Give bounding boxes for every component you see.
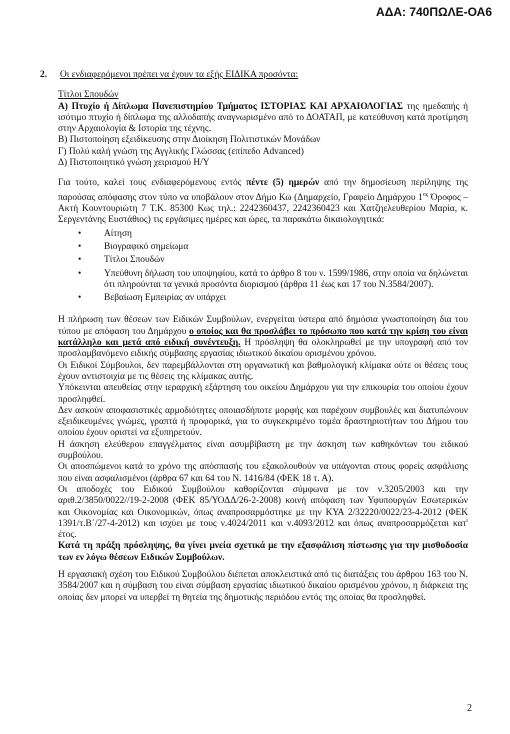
invite-text-2: από την δημοσίευση περίληψης της παρούσας απόφασης στον τύπο να υποβάλουν στον Δήμο Κω (Δημαρχείο, Γραφείο Δημάρχου 1: [58, 178, 468, 203]
invite-text-3: Όροφος – Ακτή Κουντουριώτη 7 Τ.Κ. 85300 Κως τηλ.: 2242360437, 2242360423 και Χατζηελευθερίου Μαρία, κ. Σεργεντάνης Ευστάθιος) τις εργάσιμες ημέρες και ώρες, τα παρακάτω δικαιολογητικά:: [58, 192, 468, 226]
invite-sup: ος: [422, 191, 429, 198]
study-a-bold: ΙΣΤΟΡΙΑΣ ΚΑΙ ΑΡΧΑΙΟΛΟΓΙΑΣ: [260, 101, 403, 112]
paragraph: Οι αποδοχές του Ειδικού Συμβούλου καθορίζονται σύμφωνα με τον ν.3205/2003 και την αριθ.2/3850/0022//19-2-2008 (ΦΕΚ 85/ΥΟΔΔ/26-2-2008) κοινή απόφαση των Υφυπουργών Εσωτερικών και Οικονομίας και Οικονομικών, όπως αναπροσαρμόστηκε με την ΚΥΑ 2/32220/0022/23-4-2012 (ΦΕΚ 1391/τ.Β΄/27-4-2012) και ισχύει με τους ν.4024/2011 και ν.4093/2012 και όπως αναπροσαρμόζεται κατ' έτος.: [58, 484, 468, 541]
document-body: [40, 70, 468, 604]
study-a-prefix: Α) Πτυχίο ή Δίπλωμα Πανεπιστημίου Τμήματος: [58, 101, 261, 112]
paragraph: Δεν ασκούν αποφασιστικές αρμοδιότητες οποιασδήποτε μορφής και παρέχουν συμβουλές και διατυπώνουν εξειδικευμένες γνώμες, γραπτά ή προφορικά, για το συγκεκριμένο τομέα δραστηριοτήτων του Δήμου του οποίου έχουν οριστεί να εξυπηρετούν.: [58, 405, 468, 439]
invite-paragraph: [58, 178, 468, 226]
section-heading: [40, 70, 468, 81]
fill-text-emphasis: ο οποίος και θα προσλάβει το πρόσωπο που κατά την κρίση του είναι κατάλληλο και μετά από ειδική συνέντευξη.: [58, 326, 468, 349]
document-item: • Αίτηση: [78, 229, 468, 240]
fill-paragraph: [58, 315, 468, 360]
ada-code: ΑΔΑ: 740ΠΩΛΕ-ΟΑ6: [376, 5, 492, 19]
invite-text-1: Για τούτο, καλεί τους ενδιαφερόμενους εντός: [58, 178, 247, 189]
document-item: • Τίτλοι Σπουδών: [78, 255, 468, 266]
study-d: Δ) Πιστοποιητικό γνώση χειρισμού Η/Υ: [58, 158, 210, 169]
fill-text-1: Η πλήρωση των θέσεων των Ειδικών Συμβούλων, ενεργείται ύστερα από δημόσια γνωστοποίηση δια του τύπου με απόφαση του Δημάρχου: [58, 315, 468, 337]
studies-block: [40, 90, 468, 604]
fill-text-2: Η πρόσληψη θα ολοκληρωθεί με την υπογραφή από τον προσλαμβανόμενο ειδικής σύμβασης εργασίας ιδιωτικού δικαίου ορισμένου χρόνου.: [58, 338, 469, 360]
document-item: • Υπεύθυνη δήλωση του υποψηφίου, κατά το άρθρο 8 του ν. 1599/1986, στην οποία να δηλώνεται ότι πληρούνται τα γενικά προσόντα διορισμού (άρθρα 11 έως και 17 του Ν.3584/2007).: [78, 269, 468, 292]
study-b: Β) Πιστοποίηση εξειδίκευσης στην Διοίκηση Πολιτιστικών Μονάδων: [58, 135, 321, 146]
bold-paragraph: Κατά τη πράξη πρόσληψης, θα γίνει μνεία σχετικά με την εξασφάλιση πίστωσης για την μισθοδοσία των εν λόγω θέσεων Ειδικών Συμβούλων.: [58, 541, 468, 563]
document-item: • Βεβαίωση Εμπειρίας αν υπάρχει: [78, 293, 468, 304]
section-title: Οι ενδιαφερόμενοι πρέπει να έχουν τα εξής ΕΙΔΙΚΑ προσόντα:: [60, 70, 299, 80]
study-a: [58, 102, 468, 136]
section-number: 2.: [40, 70, 48, 80]
invite-deadline: πέντε (5) ημερών: [246, 178, 320, 189]
last-paragraph: Η εργασιακή σχέση του Ειδικού Συμβούλου διέπεται αποκλειστικά από τις διατάξεις του άρθρου 163 του Ν. 3584/2007 και η σύμβαση του είναι σύμβαση εργασίας ιδιωτικού δικαίου ορισμένου χρόνου, η διάρκεια της οποίας δεν μπορεί να υπερβεί τη θητεία της δημοτικής περιόδου εντός της οποίας θα προσληφθεί.: [58, 570, 468, 603]
documents-list: [58, 229, 468, 305]
page-number: 2: [467, 703, 472, 714]
paragraph: Υπόκεινται απευθείας στην ιεραρχική εξάρτηση του οικείου Δημάρχου για την επικουρία του οποίου έχουν προσληφθεί.: [58, 383, 468, 405]
paragraph: Η άσκηση ελεύθερου επαγγέλματος είναι ασυμβίβαστη με την άσκηση των καθηκόντων του ειδικού συμβούλου.: [58, 439, 468, 462]
document-item: • Βιογραφικό σημείωμα: [78, 242, 468, 253]
paragraph: Οι αποσπώμενοι κατά το χρόνο της απόσπασής του εξακολουθούν να υπάγονται στους φορείς ασφάλισης που είναι ασφαλισμένοι (άρθρα 67 και 64 του Ν. 1416/84 (ΦΕΚ 18 τ. Α).: [58, 462, 468, 484]
paragraph: Οι Ειδικοί Σύμβουλοι, δεν παρεμβάλλονται στη οργανωτική και βαθμολογική κλίμακα ούτε οι θέσεις τους έχουν αντιστοιχία με τις θέσεις της κλίμακας αυτής.: [58, 360, 468, 382]
studies-heading: Τίτλοι Σπουδών: [58, 90, 119, 101]
study-a-rest: της ημεδαπής ή ισότιμο πτυχίο ή δίπλωμα της αλλοδαπής αναγνωρισμένο από το ΔΟΑΤΑΠ, με κατεύθυνση κατά προτίμηση στην Αρχαιολογία & Ιστορία της τέχνης.: [58, 101, 468, 135]
study-c: Γ) Πολύ καλή γνώση της Αγγλικής Γλώσσας (επίπεδο Advanced): [58, 146, 304, 157]
